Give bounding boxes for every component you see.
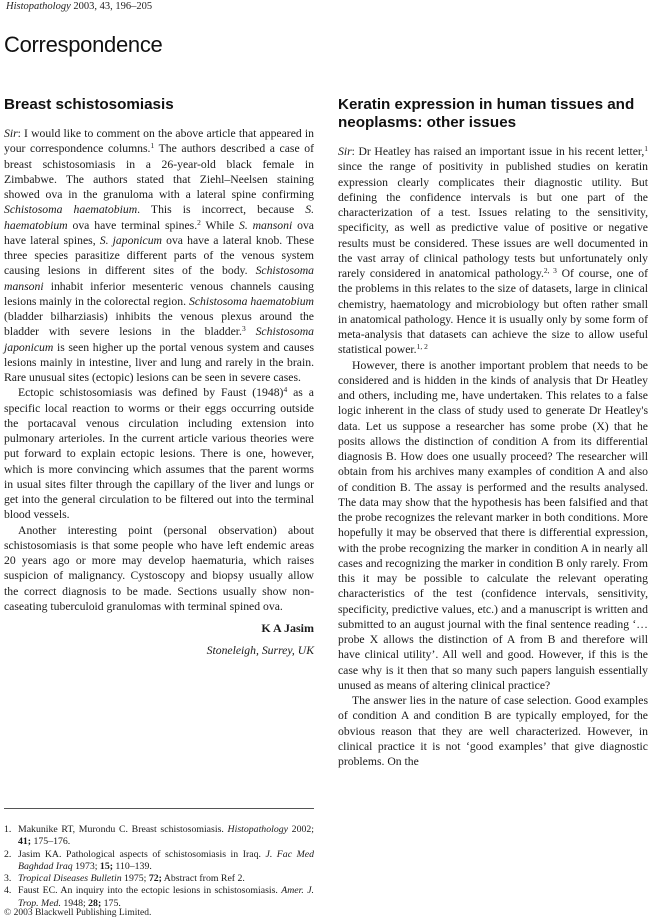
text-run <box>246 325 256 338</box>
text-run: Schistosoma mansoni <box>4 264 314 293</box>
text-run: S. mansoni <box>238 218 293 232</box>
left-paragraph-2 <box>4 385 314 522</box>
reference-text <box>18 885 314 908</box>
author-name: K A Jasim <box>261 621 314 635</box>
text-run: 175. <box>101 897 121 909</box>
text-run: since the range of positivity in published studies on keratin expression clearly complicates their diagnostic utility. But defining the confidence intervals is but one part of the characterization of a test. Issues relating to the sensitivity, specificity, as well as predictive value of positive or negative results must be considered. These issues are well documented in the vast array of clinical pathology tests but unfortunately only rarely considered in anatomical pathology. <box>338 160 648 280</box>
text-run: Abstract from Ref 2. <box>161 873 245 885</box>
right-paragraph-2 <box>338 358 648 694</box>
text-run: While <box>200 218 239 232</box>
text-run: : Dr Heatley has raised an important issue in his recent letter, <box>351 145 645 158</box>
text-run: Sir <box>338 145 352 158</box>
reference-item <box>4 873 314 885</box>
text-run: Schistosoma haematobium <box>4 203 138 217</box>
reference-number: 2. <box>4 848 12 860</box>
text-run: Amer. J. Trop. Med. <box>18 885 314 909</box>
text-run: ova have terminal spines. <box>67 218 198 232</box>
reference-item <box>4 824 314 849</box>
reference-number: 1. <box>4 824 12 835</box>
journal-citation: 2003, 43, 196–205 <box>73 1 153 12</box>
text-run: 15; <box>99 860 113 872</box>
copyright-notice: © 2003 Blackwell Publishing Limited. <box>4 908 152 918</box>
right-article-title: Keratin expression in human tissues and neoplasms: other issues <box>338 96 635 131</box>
text-run: : I would like to comment on the above article that appeared in your correspondence columns. <box>4 127 314 156</box>
references-divider <box>4 808 314 809</box>
reference-list <box>4 824 314 910</box>
text-run: 1948; <box>60 897 89 909</box>
text-run: However, there is another important problem that needs to be considered and is hidden in the kinds of analysis that Dr Heatley and others, including me, have undertaken. This relates to a false logic inherent in the class of study used to generate Dr Heatley's data. Let us suppose a researcher has some probe (X) that he posits allows the distinction of condition A from its differential diagnosis B. How does one usually proceed? The researcher will obtain from his archives many examples of condition A and also of condition B. The assay is performed and the results analysed. The data may show that the hypothesis has been falsified and that the probe recognizes the relevant marker in both conditions. More hopefully it may be observed that there is differential expression, with the probe recognizing the marker in condition A in nearly all cases and recognizing the marker in condition B only rarely. From this it may be possible to calculate the relevant operating characteristics of the test (confidence intervals, sensitivity, specificity, predictive values, etc.) and a manuscript is written and submitted to an august journal with the final sentence reading ‘… probe X allows the distinction of A from B and therefore will have clinical utility’. All well and good. However, if this is the case why is it then that so many such papers languish essentially unused as means of altering clinical practice? <box>338 358 648 692</box>
author-affiliation: Stoneleigh, Surrey, UK <box>206 644 314 657</box>
reference-item <box>4 885 314 910</box>
section-title: Correspondence <box>4 32 163 57</box>
text-run: Of course, one of the problems in this relates to the size of datasets, large in clinical chemistry, haematology and microbiology but often rather small in anatomical pathology. Hence it is usually only by some form of meta-analysis that datasets can achieve the size to allow useful statistical power. <box>338 267 648 357</box>
text-run: inhabit inferior mesenteric venous channels causing lesions mainly in the colorectal region. <box>4 279 314 308</box>
text-run: ova have lateral spines, <box>4 218 314 247</box>
reference-number: 3. <box>4 873 12 885</box>
text-run: 110–139. <box>112 860 152 872</box>
text-run: ova have a lateral knob. These three species parasitize different parts of the venous system causing lesions in different sites of the body. <box>4 233 315 278</box>
text-run: S. haematobium <box>4 203 314 232</box>
left-paragraph-3 <box>4 523 314 615</box>
text-run: The authors described a case of breast schistosomiasis in a 26-year-old black female in Zimbabwe. The authors stated that Ziehl–Neelsen staining showed ova in the granuloma with a lateral spine confirming <box>4 142 314 201</box>
text-run: J. Fac Med Baghdad Iraq <box>18 848 314 872</box>
text-run: 1973; <box>72 860 100 872</box>
citation-mark: 2 <box>197 217 201 227</box>
running-head <box>6 1 152 12</box>
text-run: . This is incorrect, because <box>137 203 306 217</box>
left-paragraph-1 <box>4 126 314 385</box>
citation-mark: 2, 3 <box>543 266 557 275</box>
citation-mark: 3 <box>241 324 246 334</box>
reference-item <box>4 849 314 874</box>
text-run: Makunike RT, Murondu C. Breast schistosomiasis. <box>18 824 228 835</box>
text-run: 28; <box>88 897 102 909</box>
reference-text <box>18 873 245 884</box>
right-paragraph-1 <box>338 144 648 358</box>
citation-mark: 1 <box>150 141 155 151</box>
text-run: S. japonicum <box>99 233 162 247</box>
text-run: Histopathology <box>227 824 288 835</box>
text-run: as a specific local reaction to worms or their eggs occurring outside the portacaval venous circulation including extension into pulmonary arterioles. In the current article various theories were put forward to explain ectopic lesions. There is one, however, which is more convincing which assumes that the parent worms in usual sites filter through the capillary of the liver and lungs or get into the general circulation to be filtered out into the terminal blood vessels. <box>4 386 314 522</box>
reference-text <box>18 849 314 872</box>
text-run: (bladder bilharziasis) inhibits the venous plexus around the bladder with severe lesions in the bladder. <box>4 310 314 339</box>
text-run: 1975; <box>121 873 149 885</box>
reference-text <box>18 824 314 847</box>
text-run: 72; <box>148 873 162 885</box>
text-run: 175–176. <box>31 836 71 848</box>
right-column <box>338 96 648 769</box>
reference-number: 4. <box>4 885 12 897</box>
text-run: Jasim KA. Pathological aspects of schistosomiasis in Iraq. <box>18 848 266 860</box>
left-column <box>4 96 314 657</box>
journal-name: Histopathology <box>6 1 71 12</box>
citation-mark: 1, 2 <box>416 342 428 352</box>
citation-mark: 1 <box>644 144 648 153</box>
text-run: The answer lies in the nature of case selection. Good examples of condition A and condition B are typically employed, for the obvious reason that they are well characterized. However, in clinical practice it is not ‘good examples’ that give diagnostic problems. On the <box>338 694 648 768</box>
text-run: Tropical Diseases Bulletin <box>18 873 122 885</box>
right-paragraph-3 <box>338 693 648 769</box>
text-run: Another interesting point (personal observation) about schistosomiasis is that some people who have left endemic areas 20 years ago or more may develop haematuria, which raises suspicion of malignancy. Cystoscopy and biopsy usually allow the correct diagnosis to be made. Sections usually show non-caseating tuberculoid granulomas with terminal spined ova. <box>4 523 314 613</box>
text-run: is seen higher up the portal venous system and causes lesions mainly in intestine, liver and lung and rarely in the brain. Rare unusual sites (ectopic) lesions can be seen in severe cases. <box>4 340 314 384</box>
text-run: Faust EC. An inquiry into the ectopic lesions in schistosomiasis. <box>18 885 282 897</box>
left-article-title: Breast schistosomiasis <box>4 96 174 113</box>
text-run: Ectopic schistosomiasis was defined by Faust (1948) <box>18 386 284 400</box>
text-run: Sir <box>4 127 18 140</box>
citation-mark: 4 <box>283 385 288 395</box>
text-run: 41; <box>18 836 32 848</box>
text-run: Schistosoma haematobium <box>188 294 314 308</box>
text-run: Schistosoma japonicum <box>4 325 315 354</box>
text-run: 2002; <box>287 824 314 835</box>
